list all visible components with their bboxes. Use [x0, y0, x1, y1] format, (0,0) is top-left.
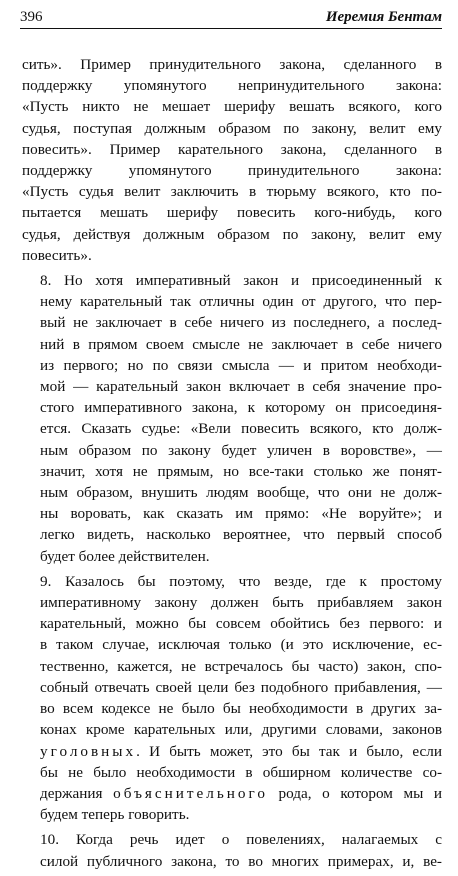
text-line: пытается мешать шерифу повесить кого-нибудь, кого — [22, 204, 442, 222]
text-line: поддержку упомянутого непринудительного закона: — [22, 77, 442, 95]
text-line: повесить». Пример карательного закона, сделанного в — [22, 140, 442, 158]
text-line: поддержку упомянутого принудительного закона: — [22, 162, 442, 180]
text-line: 10. Когда речь идет о повелениях, налагаемых с — [40, 831, 442, 849]
page-header — [20, 2, 442, 29]
paragraph-10 — [22, 829, 442, 871]
running-title: Иеремия Бентам — [325, 9, 442, 25]
text-line: собный отвечать своей цели без подобного прибавления, — — [40, 678, 442, 696]
spaced-emphasis: объяснительного — [113, 784, 268, 802]
text-line: «Пусть никто не мешает шерифу вешать всякого, кого — [22, 98, 442, 116]
paragraph-8 — [22, 270, 442, 567]
text-line: из первого; но по связи смысла — и притом необходи- — [40, 356, 442, 374]
text-line: ны воровать, как сказать им прямо: «Не воруйте»; и — [40, 505, 442, 523]
text-line: сить». Пример принудительного закона, сделанного в — [22, 56, 442, 73]
text-line: судья, действуя должным образом по закону, велит ему — [22, 225, 442, 243]
text-line: судья, поступая должным образом по закону, велит ему — [22, 119, 442, 137]
paragraph-continued — [22, 54, 442, 266]
spaced-emphasis: уголовных — [40, 742, 137, 760]
text-line: нему карательный так отличны один от другого, что пер- — [40, 293, 442, 311]
text-line: будем теперь говорить. — [40, 806, 190, 824]
text-line: стого императивного закона, к которому он присоединя- — [40, 399, 442, 417]
text-line — [22, 783, 442, 804]
page-number: 396 — [20, 9, 43, 25]
text-line: силой публичного закона, то во многих примерах, и, ве- — [40, 852, 442, 870]
text-fragment: . И быть может, это бы так и было, если — [136, 742, 442, 760]
text-line: повесить». — [22, 246, 92, 264]
text-line: тественно, кажется, не встречалось бы часто) закон, спо- — [40, 657, 442, 675]
text-line: легко видеть, насколько вероятнее, что первый способ — [40, 526, 442, 544]
text-line: карательный, можно бы совсем обойтись без первого: и — [40, 615, 442, 633]
text-line — [22, 741, 442, 762]
text-line: 8. Но хотя императивный закон и присоединенный к — [40, 272, 442, 290]
text-fragment: держания — [40, 784, 114, 802]
text-line: бы не было необходимости в обширном количестве со- — [40, 763, 442, 781]
paragraph-9 — [22, 571, 442, 825]
text-line: ным образом по закону будет уличен в воровстве», — — [40, 441, 442, 459]
text-line: вый не заключает в себе ничего из последнего, а послед- — [40, 314, 442, 332]
text-line: конах кроме карательных или, другими словами, законов — [40, 721, 442, 739]
text-line: во всем кодексе не было бы необходимости в других за- — [40, 700, 442, 718]
text-line: императивному закону должен быть прибавляем закон — [40, 594, 442, 612]
body-text — [22, 54, 442, 876]
text-line: будет более действителен. — [40, 547, 210, 565]
text-line: в таком случае, исключая только (и это исключение, ес- — [40, 636, 442, 654]
text-line: «Пусть судья велит заключить в тюрьму всякого, кто по- — [22, 183, 442, 201]
text-fragment: рода, о котором мы и — [267, 784, 443, 802]
text-line: ным образом, внушить людям вообще, что они не долж- — [40, 484, 442, 502]
text-line: 9. Казалось бы поэтому, что везде, где к простому — [40, 572, 442, 590]
text-line: значит, хотя не прямым, но все-таки столько же понят- — [40, 462, 442, 480]
text-line: мой — карательный закон включает в себя значение про- — [40, 378, 442, 396]
text-line: ний в прямом своем смысле не заключает в себе ничего — [40, 335, 442, 353]
text-line: ется. Сказать судье: «Вели повесить всякого, кто долж- — [40, 420, 442, 438]
